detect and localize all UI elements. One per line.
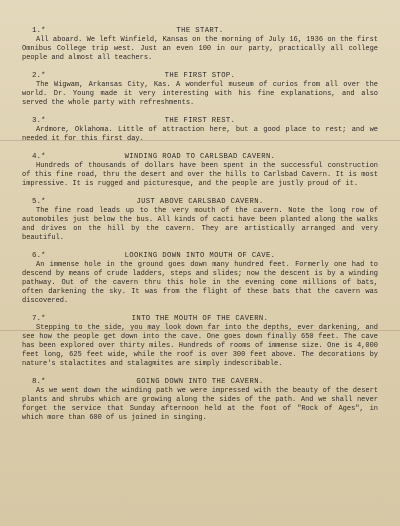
entry-title: GOING DOWN INTO THE CAVERN. [136,378,264,386]
entry [22,153,378,189]
paper-fold-line [0,140,400,141]
entry-title: JUST ABOVE CARLSBAD CAVERN. [136,198,264,206]
entry-number: 8.* [32,378,46,386]
entry-number: 5.* [32,198,46,206]
entry [22,315,378,369]
entry-number: 4.* [32,153,46,161]
entry-number: 7.* [32,315,46,323]
entry [22,378,378,423]
entry [22,198,378,243]
entry-text: The fine road leads up to the very mouth of the cavern. Note the long row of automobiles just below the bus. All kinds of cacti have been planted along the walks and drives on the hill by the cavern. They are artistically arranged and very beautiful. [22,207,378,242]
entry-text: Ardmore, Oklahoma. Little of attraction here, but a good place to rest; and we needed it for this first day. [22,126,378,143]
entry-title: THE FIRST REST. [164,117,236,125]
entry-text: As we went down the winding path we were impressed with the beauty of the desert plants and shrubs which are growing along the sides of the path. And we shall never forget the service that Sunday afternoon held at the foot of "Rock of Ages", in which more than 600 of us joined in singing. [22,387,378,422]
entry-number: 2.* [32,72,46,80]
entry [22,252,378,306]
entry-number: 1.* [32,27,46,35]
entry [22,72,378,108]
entry-title: WINDING ROAD TO CARLSBAD CAVERN. [124,153,276,161]
paper-fold-line [0,330,400,331]
entry-title: THE FIRST STOP. [164,72,236,80]
entry-number: 6.* [32,252,46,260]
entry-title: INTO THE MOUTH OF THE CAVERN. [131,315,269,323]
entry-number: 3.* [32,117,46,125]
entry [22,27,378,63]
entry-text: The Wigwam, Arkansas City, Kas. A wonderful museum of curios from all over the world. Dr. Young made it very interesting with his fine explanations, and also served the whole party with refreshments. [22,81,378,107]
entry-text: All aboard. We left Winfield, Kansas on the morning of July 16, 1936 on the first Omnibus College trip west. Just an even 100 in our party, practically all college people and almost all teachers. [22,36,378,62]
entry-text: Stepping to the side, you may look down far into the depths, ever darkening, and see how the people get down into the cave. One goes down finally 650 feet. The cave has been explored over thirty miles. Hundreds of rooms of immense size. One is 4,000 feet long, 625 feet wide, while the roof is over 300 feet above. The decorations by nature's stalactites and stalagmites are simply indescribable. [22,324,378,368]
entry-title: LOOKING DOWN INTO MOUTH OF CAVE. [124,252,276,260]
entry-text: An immense hole in the ground goes down many hundred feet. Formerly one had to descend by means of crude ladders, steps and slides; now the descent is by a winding pathway. Out of the cavern thru this hole in the evening come millions of bats, often darkening the sky. It was from the flight of these bats that the cavern was discovered. [22,261,378,305]
entry-title: THE START. [176,27,224,35]
entry-text: Hundreds of thousands of dollars have been spent in the successful construction of this fine road, thru the desert and over the hills to Carlsbad Cavern. It is most impressive. It is rugged and picturesque, and the people are justly proud of it. [22,162,378,188]
